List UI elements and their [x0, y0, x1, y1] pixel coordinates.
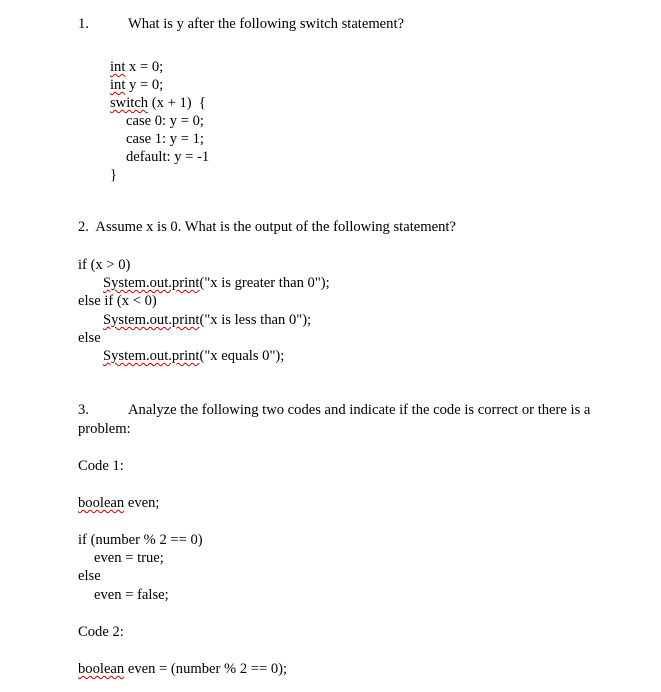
- q1-code-line-7: }: [110, 167, 118, 183]
- q3-prompt-line-2: problem:: [78, 421, 131, 437]
- keyword-boolean: boolean: [78, 661, 125, 677]
- keyword-int: int: [110, 77, 126, 93]
- q3-number: 3.: [78, 402, 89, 418]
- q1-code-line-6: default: y = -1: [126, 149, 210, 165]
- keyword-int: int: [110, 59, 126, 75]
- q2-code-line-2: System.out.print("x is greater than 0");: [103, 275, 330, 291]
- keyword-switch: switch: [110, 95, 149, 111]
- q2-prompt: 2. Assume x is 0. What is the output of the following statement?: [78, 219, 456, 235]
- q2-code-line-1: if (x > 0): [78, 257, 131, 273]
- q1-code-line-2: int y = 0;: [110, 77, 164, 93]
- q2-code-line-3: else if (x < 0): [78, 293, 157, 309]
- method-call: System.out.print: [103, 275, 200, 291]
- code1-line-4: even = false;: [94, 587, 169, 603]
- code1-label: Code 1:: [78, 458, 124, 474]
- q2-code-line-5: else: [78, 330, 101, 346]
- q2-code-line-6: System.out.print("x equals 0");: [103, 348, 285, 364]
- q1-code-line-5: case 1: y = 1;: [126, 131, 204, 147]
- q3-prompt-line-1: Analyze the following two codes and indicate if the code is correct or there is a: [128, 402, 591, 418]
- code1-line-3: else: [78, 568, 101, 584]
- code1-line-1: if (number % 2 == 0): [78, 532, 203, 548]
- keyword-boolean: boolean: [78, 495, 125, 511]
- q1-code-line-4: case 0: y = 0;: [126, 113, 204, 129]
- q1-prompt: What is y after the following switch statement?: [128, 16, 404, 32]
- q2-code-line-4: System.out.print("x is less than 0");: [103, 312, 312, 328]
- code1-line-2: even = true;: [94, 550, 164, 566]
- code1-declaration: boolean even;: [78, 495, 160, 511]
- q1-code-line-1: int x = 0;: [110, 59, 164, 75]
- q1-code-line-3: switch (x + 1) {: [110, 95, 206, 111]
- q1-number: 1.: [78, 16, 89, 32]
- code2-label: Code 2:: [78, 624, 124, 640]
- code2-declaration: boolean even = (number % 2 == 0);: [78, 661, 288, 677]
- method-call: System.out.print: [103, 312, 200, 328]
- method-call: System.out.print: [103, 348, 200, 364]
